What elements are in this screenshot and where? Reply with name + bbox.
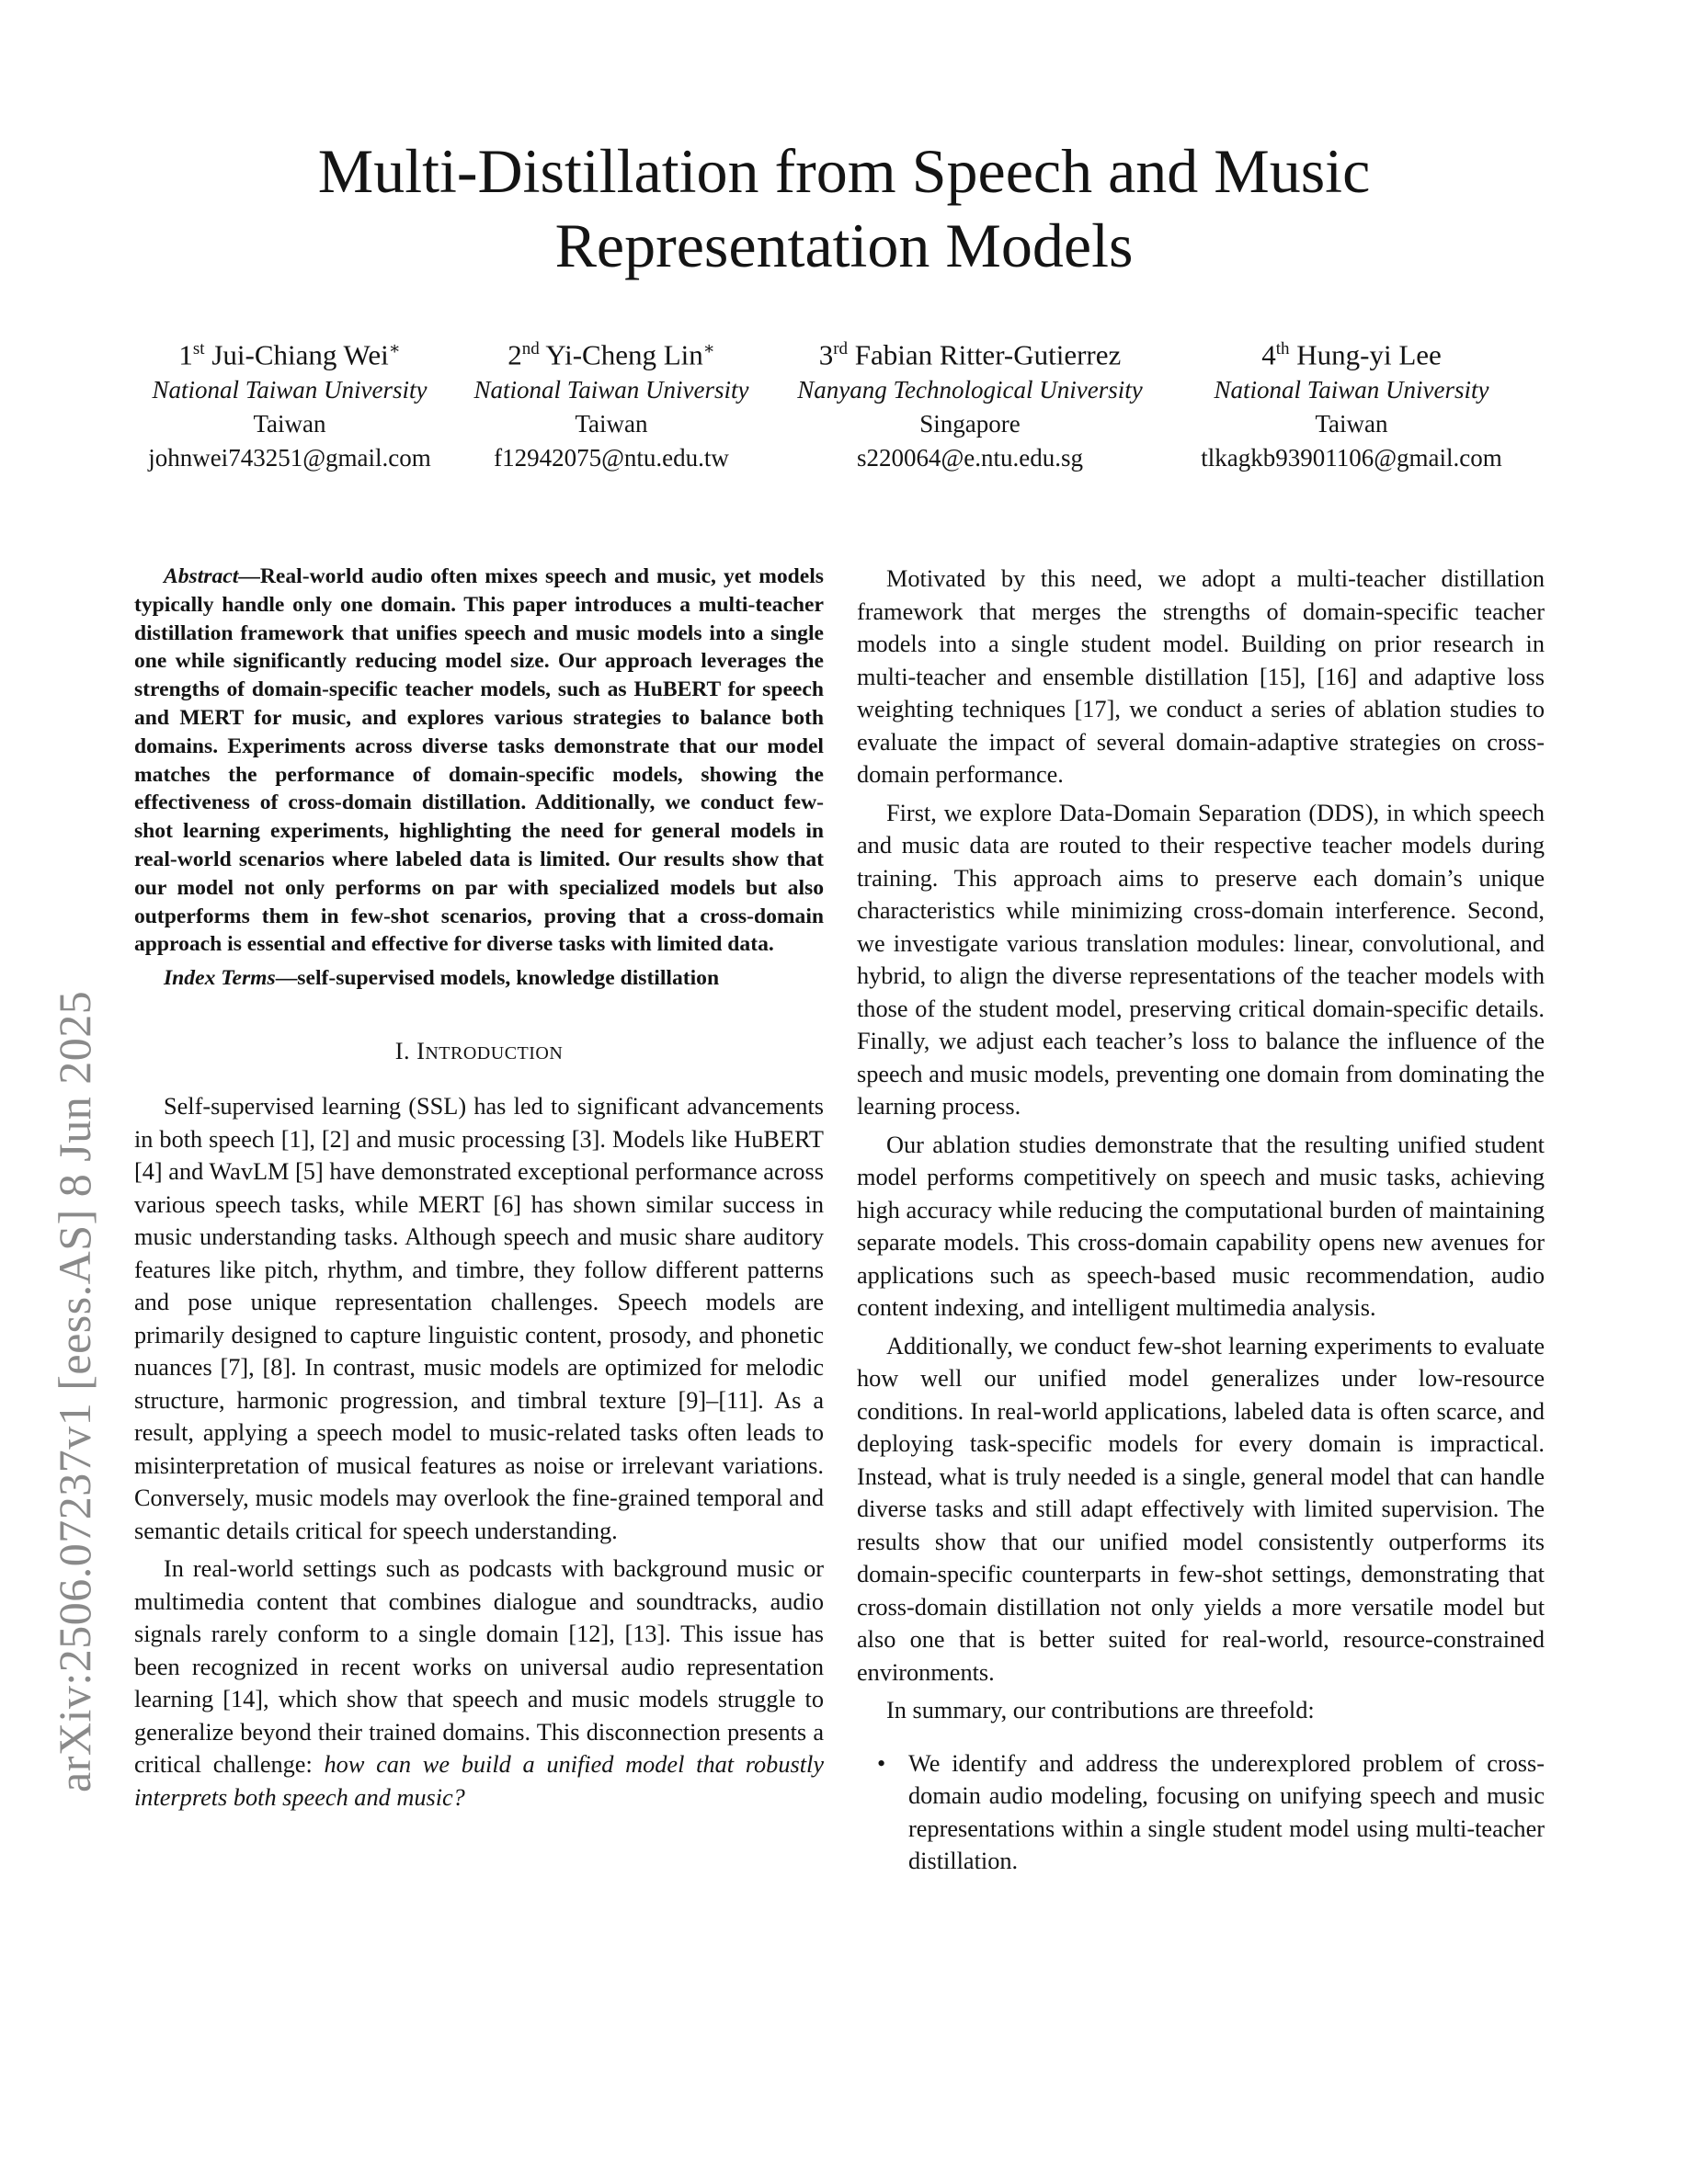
intro-paragraph-1: Self-supervised learning (SSL) has led to significant advancements in both speech [1], [2] and music processing [3]. Models like HuBERT [4] and WavLM [5] have demonstrated exceptional performance across various speech tasks, while MERT [6] has shown similar success in music understanding tasks. Although speech and music share auditory features like pitch, rhythm, and timbre, they follow different patterns and pose unique representation challenges. Speech models are primarily designed to capture linguistic content, prosody, and phonetic nuances [7], [8]. In contrast, music models are optimized for melodic structure, harmonic progression, and timbral texture [9]–[11]. As a result, applying a speech model to music-related tasks often leads to misinterpretation of musical features as noise or irrelevant variations. Conversely, music models may overlook the fine-grained temporal and semantic details critical for speech understanding.: [134, 1093, 824, 1544]
author-email: s220064@e.ntu.edu.sg: [856, 444, 1084, 472]
author-name: 3rd Fabian Ritter-Gutierrez: [818, 338, 1122, 371]
author-name: 2nd Yi-Cheng Lin∗: [508, 338, 715, 371]
author-block-2: [451, 331, 772, 475]
abstract-label: Abstract: [164, 564, 239, 588]
author-name: 1st Jui-Chiang Wei∗: [178, 338, 401, 371]
list-item: • We identify and address the underexplored problem of cross-domain audio modeling, focusing on unifying speech and music representations within a single student model using multi-teacher distillation.: [857, 1747, 1545, 1878]
title-line-1: Multi-Distillation from Speech and Music: [317, 136, 1371, 206]
section-heading-introduction: I. INTRODUCTION: [394, 1037, 564, 1064]
right-column: [857, 563, 1545, 1878]
index-terms-label: Index Terms: [164, 966, 276, 991]
author-block-1: [129, 331, 451, 475]
contributions-list: [857, 1747, 1545, 1878]
bullet-icon: •: [877, 1749, 886, 1777]
abstract-text: —Real-world audio often mixes speech and music, yet models typically handle only one domain. This paper introduces a multi-teacher distillation framework that unifies speech and music models into a single one while significantly reducing model size. Our approach leverages the strengths of domain-specific teacher models, such as HuBERT for speech and MERT for music, and explores various strategies to balance both domains. Experiments across diverse tasks demonstrate that our model matches the performance of domain-specific models, showing the effectiveness of cross-domain distillation. Additionally, we conduct few-shot learning experiments, highlighting the need for general models in real-world scenarios where labeled data is limited. Our results show that our model not only performs on par with specialized models but also outperforms them in few-shot scenarios, proving that a cross-domain approach is essential and effective for diverse tasks with limited data.: [134, 564, 824, 957]
author-country: Taiwan: [253, 410, 326, 438]
abstract: [134, 563, 824, 959]
author-block-3: [772, 331, 1168, 475]
research-question: how can we build a unified model that robustly interprets both speech and music?: [134, 1751, 825, 1811]
author-affiliation: National Taiwan University: [152, 376, 428, 404]
index-terms: [134, 964, 824, 993]
author-name: 4th Hung-yi Lee: [1261, 338, 1442, 371]
author-affiliation: National Taiwan University: [473, 376, 749, 404]
author-email: f12942075@ntu.edu.tw: [494, 444, 729, 472]
author-list: [129, 331, 1535, 475]
paper-title: [138, 134, 1550, 283]
right-paragraph-4: Additionally, we conduct few-shot learning experiments to evaluate how well our unified model generalizes under low-resource conditions. In real-world applications, labeled data is often scarce, and deploying task-specific models for every domain is impractical. Instead, what is truly needed is a single, general model that can handle diverse tasks and still adapt effectively with limited supervision. The results show that our unified model consistently outperforms its domain-specific counterparts in few-shot settings, demonstrating that cross-domain distillation not only yields a more versatile model but also one that is better suited for real-world, resource-constrained environments.: [857, 1332, 1545, 1686]
author-country: Taiwan: [1315, 410, 1388, 438]
intro-paragraph-2: In real-world settings such as podcasts with background music or multimedia content that combines dialogue and soundtracks, audio signals rarely conform to a single domain [12], [13]. This issue has been recognized in recent works on universal audio representation learning [14], which show that speech and music models struggle to generalize beyond their trained domains. This disconnection presents a critical challenge: how can we build a unified model that robustly interprets both speech and music?: [134, 1555, 825, 1811]
author-affiliation: Nanyang Technological University: [797, 376, 1143, 404]
left-column: [134, 563, 824, 1814]
author-email: johnwei743251@gmail.com: [148, 444, 431, 472]
author-email: tlkagkb93901106@gmail.com: [1201, 444, 1502, 472]
author-country: Singapore: [919, 410, 1021, 438]
index-terms-text: —self-supervised models, knowledge distillation: [275, 966, 720, 991]
author-affiliation: National Taiwan University: [1214, 376, 1489, 404]
right-paragraph-5: In summary, our contributions are threefold:: [886, 1697, 1315, 1723]
title-line-2: Representation Models: [554, 210, 1134, 280]
author-country: Taiwan: [575, 410, 648, 438]
right-paragraph-2: First, we explore Data-Domain Separation (DDS), in which speech and music data are routed to their respective teacher models during training. This approach aims to preserve each domain’s unique characteristics while minimizing cross-domain interference. Second, we investigate various translation modules: linear, convolutional, and hybrid, to align the diverse representations of the teacher models with those of the student model, preserving critical domain-specific details. Finally, we adjust each teacher’s loss to balance the influence of the speech and music models, preventing one domain from dominating the learning process.: [857, 799, 1545, 1120]
right-paragraph-3: Our ablation studies demonstrate that the resulting unified student model performs competitively on speech and music tasks, achieving high accuracy while reducing the computational burden of maintaining separate models. This cross-domain capability opens new avenues for applications such as speech-based music recommendation, audio content indexing, and intelligent multimedia analysis.: [857, 1131, 1545, 1321]
arxiv-identifier: arXiv:2506.07237v1 [eess.AS] 8 Jun 2025: [49, 990, 100, 1792]
right-paragraph-1: Motivated by this need, we adopt a multi-teacher distillation framework that merges the strengths of domain-specific teacher models into a single student model. Building on prior research in multi-teacher and ensemble distillation [15], [16] and adaptive loss weighting techniques [17], we conduct a series of ablation studies to evaluate the impact of several domain-adaptive strategies on cross-domain performance.: [857, 565, 1545, 788]
author-block-4: [1168, 331, 1535, 475]
